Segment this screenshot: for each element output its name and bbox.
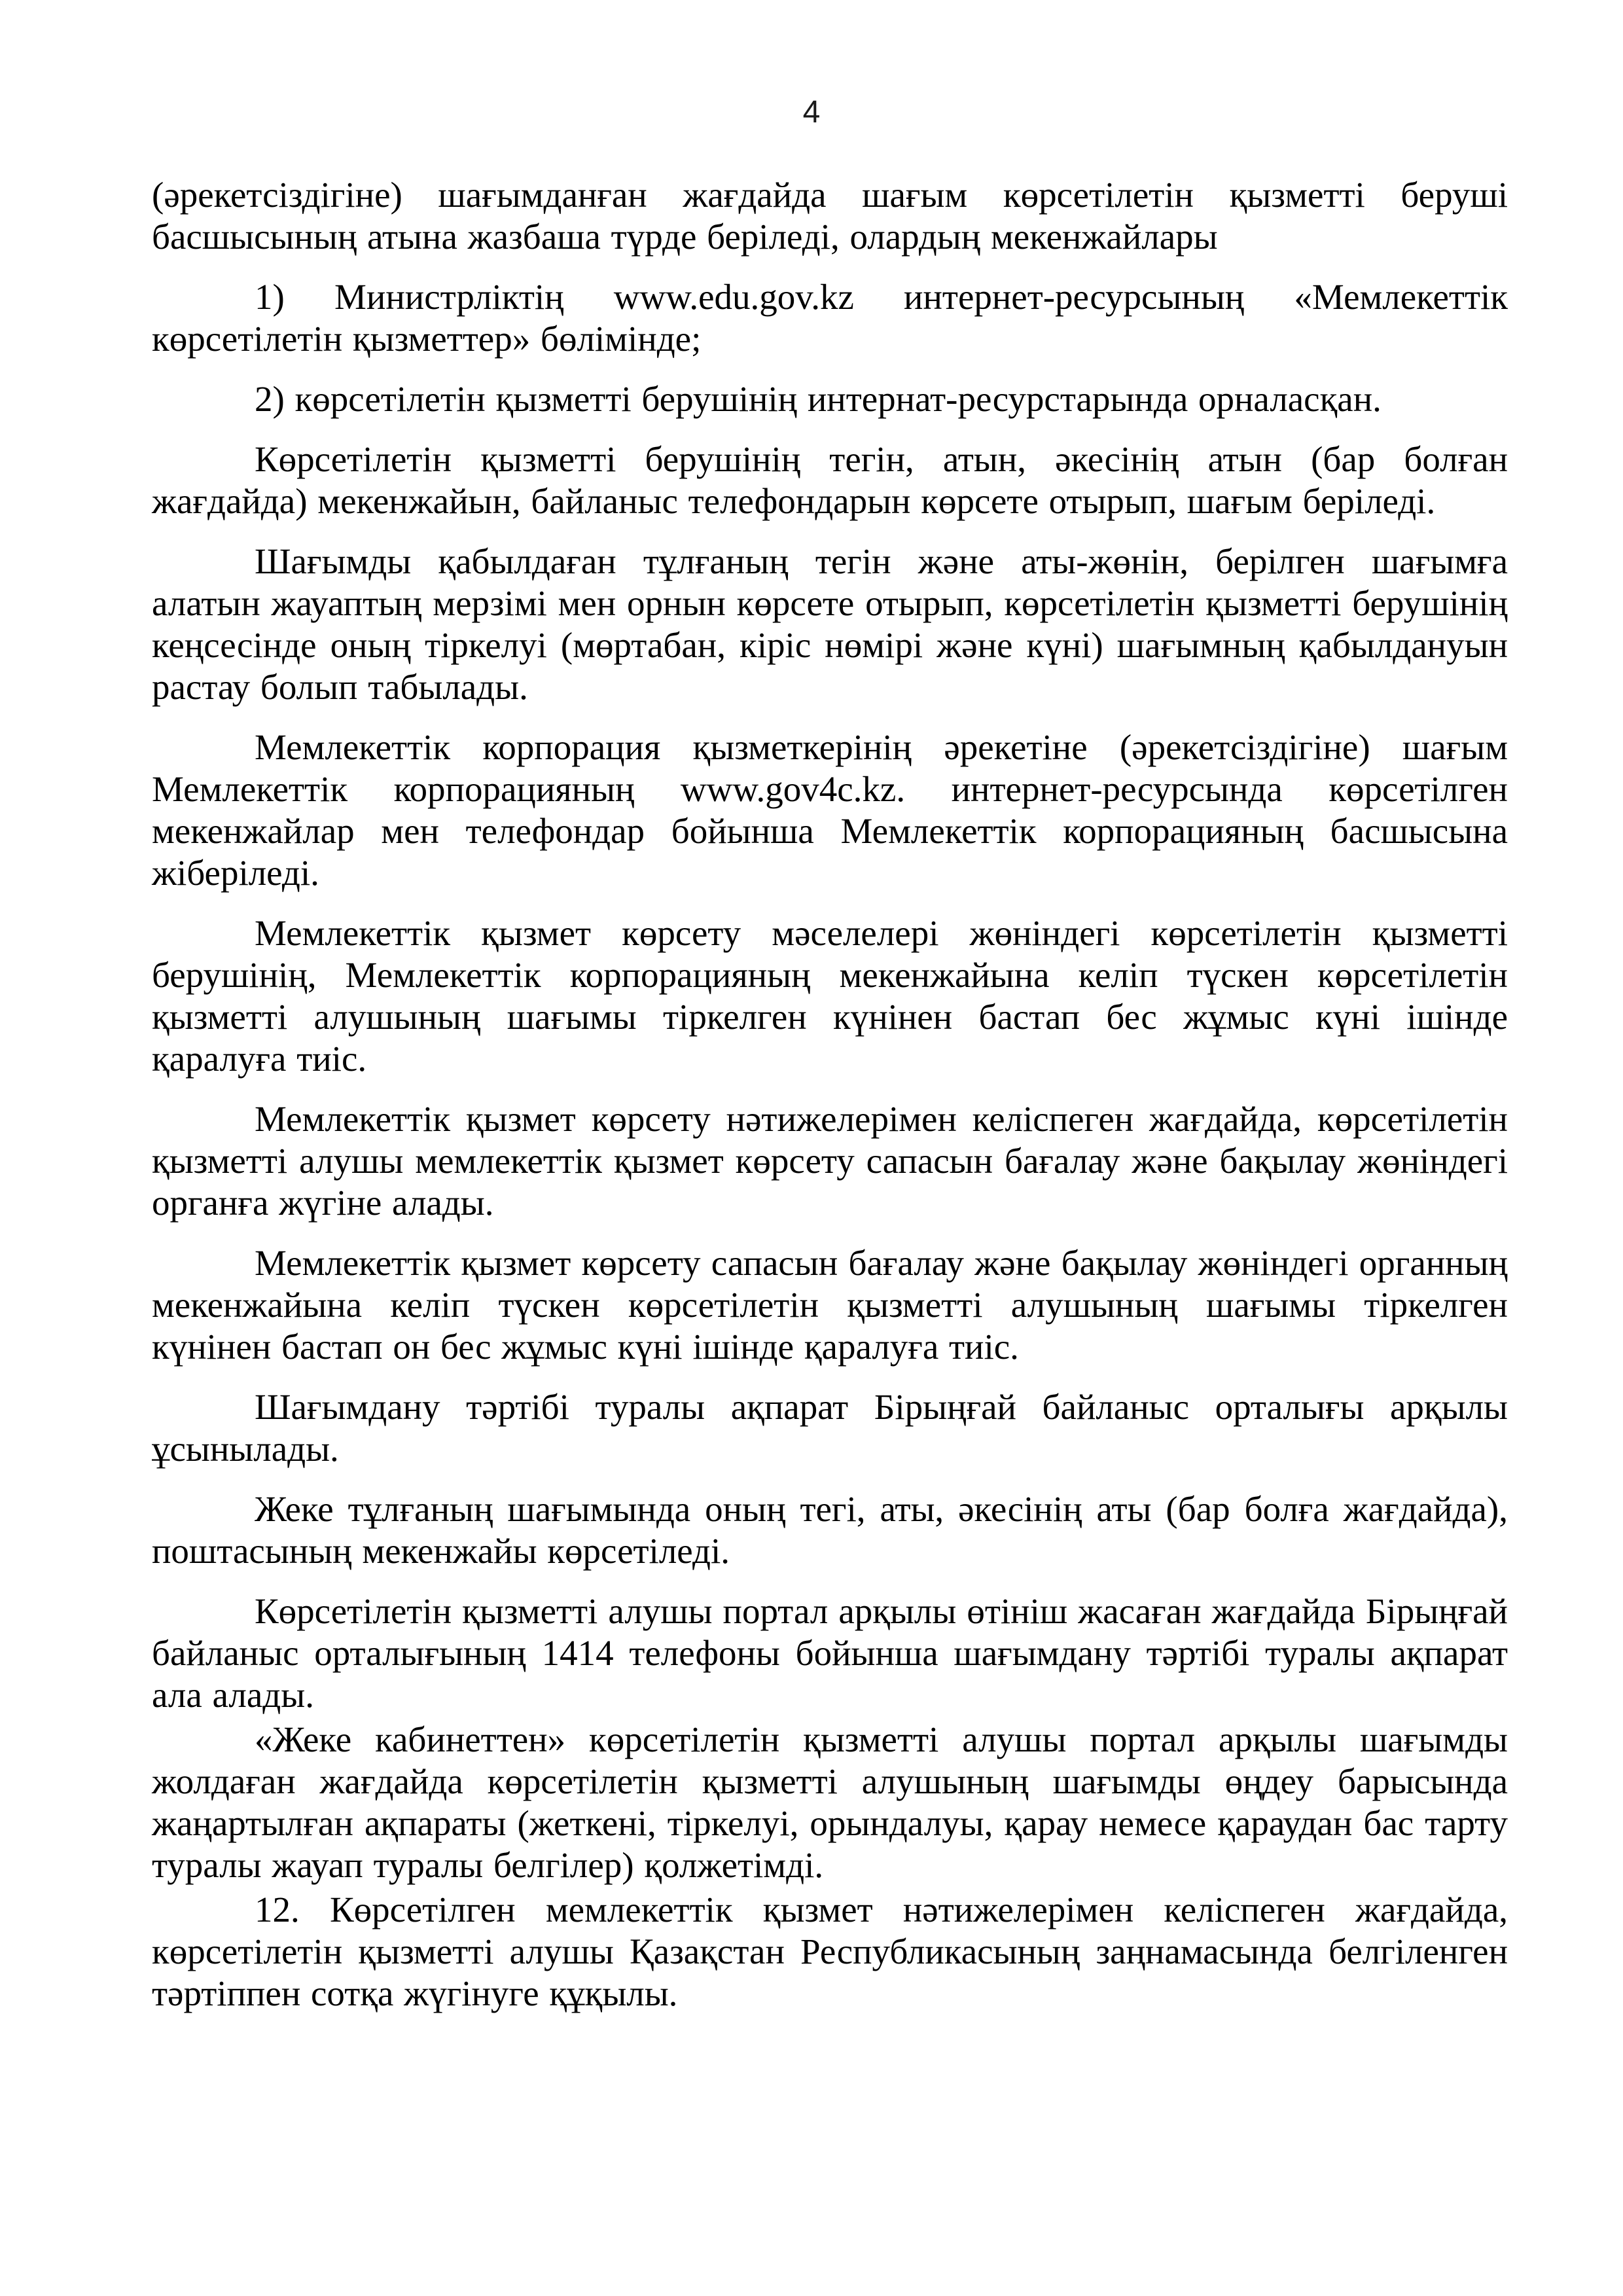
page-number: 4 (802, 95, 821, 130)
paragraph-list-item-2: 2) көрсетілетін қызметті берушінің интернат-ресурстарында орналасқан. (255, 379, 1382, 419)
paragraph-portal-1414: Көрсетілетін қызметті алушы портал арқылы өтініш жасаған жағдайда Бірыңғай байланыс орталығының 1414 телефоны бойынша шағымдану тәртібі туралы ақпарат ала алады. (152, 1591, 1508, 1715)
paragraph-individual-complaint: Жеке тұлғаның шағымында оның тегі, аты, әкесінің аты (бар болға жағдайда), поштасының мекенжайы көрсетіледі. (152, 1489, 1508, 1571)
paragraph-unified-contact-center: Шағымдану тәртібі туралы ақпарат Бірыңғай байланыс орталығы арқылы ұсынылады. (152, 1387, 1508, 1469)
paragraph-fifteen-working-days: Мемлекеттік қызмет көрсету сапасын бағалау және бақылау жөніндегі органның мекенжайына келіп түскен көрсетілетін қызметті алушының шағымы тіркелген күнінен бастап он бес жұмыс күні ішінде қаралуға тиіс. (152, 1243, 1508, 1367)
paragraph-item-12-court: 12. Көрсетілген мемлекеттік қызмет нәтижелерімен келіспеген жағдайда, көрсетілетін қызметті алушы Қазақстан Республикасының заңнамасында белгіленген тәртіппен сотқа жүгінуге құқылы. (152, 1890, 1508, 2013)
paragraph-personal-cabinet: «Жеке кабинеттен» көрсетілетін қызметті алушы портал арқылы шағымды жолдаған жағдайда көрсетілетін қызметті алушының шағымды өңдеу барысында жаңартылған ақпараты (жеткені, тіркелуі, орындалуы, қарау немесе қараудан бас тарту туралы жауап туралы белгілер) қолжетімді. (152, 1719, 1508, 1885)
paragraph-complaint-details: Көрсетілетін қызметті берушінің тегін, атын, әкесінің атын (бар болған жағдайда) мекенжайын, байланыс телефондарын көрсете отырып, шағым беріледі. (152, 439, 1508, 521)
document-body (152, 174, 1508, 2015)
paragraph-list-item-1: 1) Министрліктің www.edu.gov.kz интернет-ресурсының «Мемлекеттік көрсетілетін қызметтер» бөлімінде; (152, 277, 1508, 359)
paragraph-continuation: (әрекетсіздігіне) шағымданған жағдайда шағым көрсетілетін қызметті беруші басшысының атына жазбаша түрде беріледі, олардың мекенжайлары (152, 175, 1508, 257)
paragraph-complaint-confirmation: Шағымды қабылдаған тұлғаның тегін және аты-жөнін, берілген шағымға алатын жауаптың мерзімі мен орнын көрсете отырып, көрсетілетін қызметті берушінің кеңсесінде оның тіркелуі (мөртабан, кіріс нөмірі және күні) шағымның қабылдануын растау болып табылады. (152, 541, 1508, 707)
paragraph-quality-control-appeal: Мемлекеттік қызмет көрсету нәтижелерімен келіспеген жағдайда, көрсетілетін қызметті алушы мемлекеттік қызмет көрсету сапасын бағалау және бақылау жөніндегі органға жүгіне алады. (152, 1099, 1508, 1223)
paragraph-state-corporation-complaint: Мемлекеттік корпорация қызметкерінің әрекетіне (әрекетсіздігіне) шағым Мемлекеттік корпорацияның www.gov4c.kz. интернет-ресурсында көрсетілген мекенжайлар мен телефондар бойынша Мемлекеттік корпорацияның басшысына жіберіледі. (152, 727, 1508, 893)
paragraph-five-working-days: Мемлекеттік қызмет көрсету мәселелері жөніндегі көрсетілетін қызметті берушінің, Мемлекеттік корпорацияның мекенжайына келіп түскен көрсетілетін қызметті алушының шағымы тіркелген күнінен бастап бес жұмыс күні ішінде қаралуға тиіс. (152, 913, 1508, 1079)
